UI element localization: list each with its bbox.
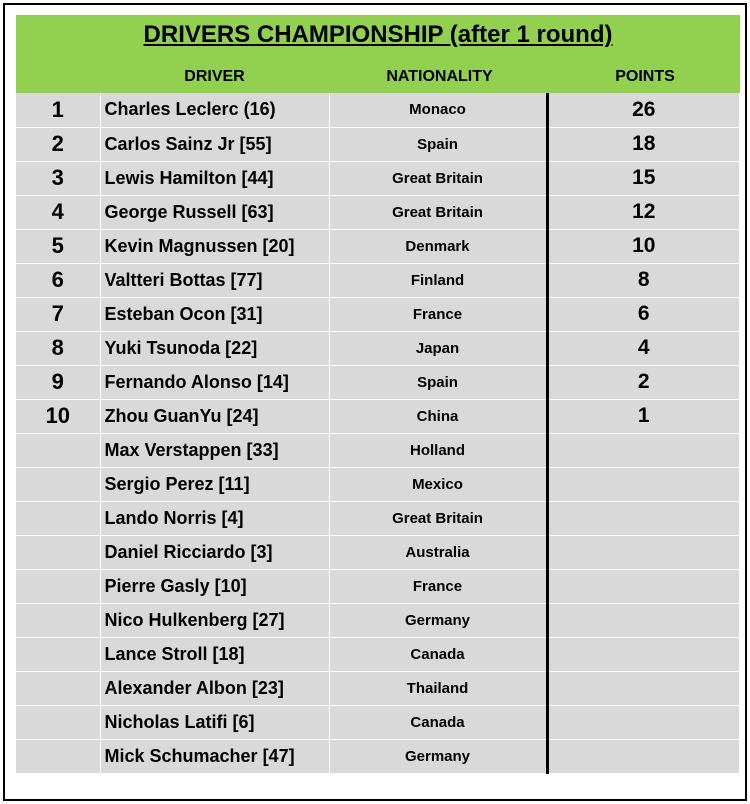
position-cell: 8 (16, 331, 100, 365)
standings-table (16, 93, 740, 774)
position-cell (16, 637, 100, 671)
position-cell: 10 (16, 399, 100, 433)
position-cell: 3 (16, 161, 100, 195)
points-cell (547, 569, 740, 603)
table-row (16, 467, 740, 501)
nationality-cell: Finland (329, 263, 547, 297)
driver-cell: Mick Schumacher [47] (100, 739, 329, 773)
points-cell (547, 433, 740, 467)
table-row (16, 705, 740, 739)
points-cell (547, 637, 740, 671)
position-cell (16, 671, 100, 705)
standings-body (16, 93, 740, 773)
table-row (16, 365, 740, 399)
table-row (16, 161, 740, 195)
nationality-cell: Canada (329, 705, 547, 739)
points-cell: 18 (547, 127, 740, 161)
position-cell: 9 (16, 365, 100, 399)
position-cell (16, 569, 100, 603)
position-cell: 5 (16, 229, 100, 263)
table-row (16, 637, 740, 671)
table-row (16, 127, 740, 161)
points-cell (547, 535, 740, 569)
points-cell: 1 (547, 399, 740, 433)
table-row (16, 501, 740, 535)
nationality-cell: Japan (329, 331, 547, 365)
driver-cell: Fernando Alonso [14] (100, 365, 329, 399)
driver-cell: Lando Norris [4] (100, 501, 329, 535)
nationality-cell: France (329, 569, 547, 603)
points-cell (547, 671, 740, 705)
driver-cell: Zhou GuanYu [24] (100, 399, 329, 433)
column-header-driver: DRIVER (184, 68, 245, 85)
position-cell: 6 (16, 263, 100, 297)
driver-cell: Lance Stroll [18] (100, 637, 329, 671)
nationality-cell: Germany (329, 739, 547, 773)
table-row (16, 195, 740, 229)
table-row (16, 433, 740, 467)
table-row (16, 739, 740, 773)
position-cell (16, 603, 100, 637)
position-cell (16, 433, 100, 467)
standings-header (16, 15, 740, 93)
position-cell: 4 (16, 195, 100, 229)
driver-cell: Valtteri Bottas [77] (100, 263, 329, 297)
driver-cell: Nico Hulkenberg [27] (100, 603, 329, 637)
nationality-cell: Holland (329, 433, 547, 467)
position-cell: 1 (16, 93, 100, 127)
points-cell: 15 (547, 161, 740, 195)
driver-cell: Alexander Albon [23] (100, 671, 329, 705)
column-header-nationality: NATIONALITY (386, 68, 493, 85)
table-row (16, 331, 740, 365)
table-row (16, 569, 740, 603)
points-cell: 12 (547, 195, 740, 229)
driver-cell: Lewis Hamilton [44] (100, 161, 329, 195)
points-cell (547, 501, 740, 535)
position-cell (16, 535, 100, 569)
table-row (16, 603, 740, 637)
nationality-cell: Canada (329, 637, 547, 671)
nationality-cell: Germany (329, 603, 547, 637)
nationality-cell: Great Britain (329, 501, 547, 535)
points-cell: 4 (547, 331, 740, 365)
position-cell (16, 501, 100, 535)
nationality-cell: Great Britain (329, 161, 547, 195)
points-cell: 6 (547, 297, 740, 331)
table-row (16, 535, 740, 569)
table-row (16, 671, 740, 705)
points-cell (547, 739, 740, 773)
driver-cell: Carlos Sainz Jr [55] (100, 127, 329, 161)
driver-cell: Esteban Ocon [31] (100, 297, 329, 331)
driver-cell: George Russell [63] (100, 195, 329, 229)
table-row (16, 263, 740, 297)
nationality-cell: Australia (329, 535, 547, 569)
points-cell: 26 (547, 93, 740, 127)
nationality-cell: France (329, 297, 547, 331)
table-row (16, 297, 740, 331)
column-header-points: POINTS (615, 68, 675, 85)
nationality-cell: Monaco (329, 93, 547, 127)
position-cell (16, 467, 100, 501)
points-cell: 10 (547, 229, 740, 263)
driver-cell: Sergio Perez [11] (100, 467, 329, 501)
position-cell (16, 705, 100, 739)
nationality-cell: China (329, 399, 547, 433)
table-row (16, 399, 740, 433)
nationality-cell: Thailand (329, 671, 547, 705)
driver-cell: Max Verstappen [33] (100, 433, 329, 467)
driver-cell: Yuki Tsunoda [22] (100, 331, 329, 365)
standings-frame (3, 3, 747, 801)
page-title: DRIVERS CHAMPIONSHIP (after 1 round) (143, 21, 613, 48)
points-cell (547, 467, 740, 501)
nationality-cell: Spain (329, 127, 547, 161)
points-cell: 2 (547, 365, 740, 399)
position-cell: 2 (16, 127, 100, 161)
driver-cell: Kevin Magnussen [20] (100, 229, 329, 263)
position-cell: 7 (16, 297, 100, 331)
driver-cell: Charles Leclerc (16) (100, 93, 329, 127)
driver-cell: Nicholas Latifi [6] (100, 705, 329, 739)
position-cell (16, 739, 100, 773)
nationality-cell: Spain (329, 365, 547, 399)
nationality-cell: Great Britain (329, 195, 547, 229)
nationality-cell: Denmark (329, 229, 547, 263)
driver-cell: Daniel Ricciardo [3] (100, 535, 329, 569)
points-cell: 8 (547, 263, 740, 297)
driver-cell: Pierre Gasly [10] (100, 569, 329, 603)
points-cell (547, 603, 740, 637)
nationality-cell: Mexico (329, 467, 547, 501)
points-cell (547, 705, 740, 739)
table-row (16, 93, 740, 127)
table-row (16, 229, 740, 263)
